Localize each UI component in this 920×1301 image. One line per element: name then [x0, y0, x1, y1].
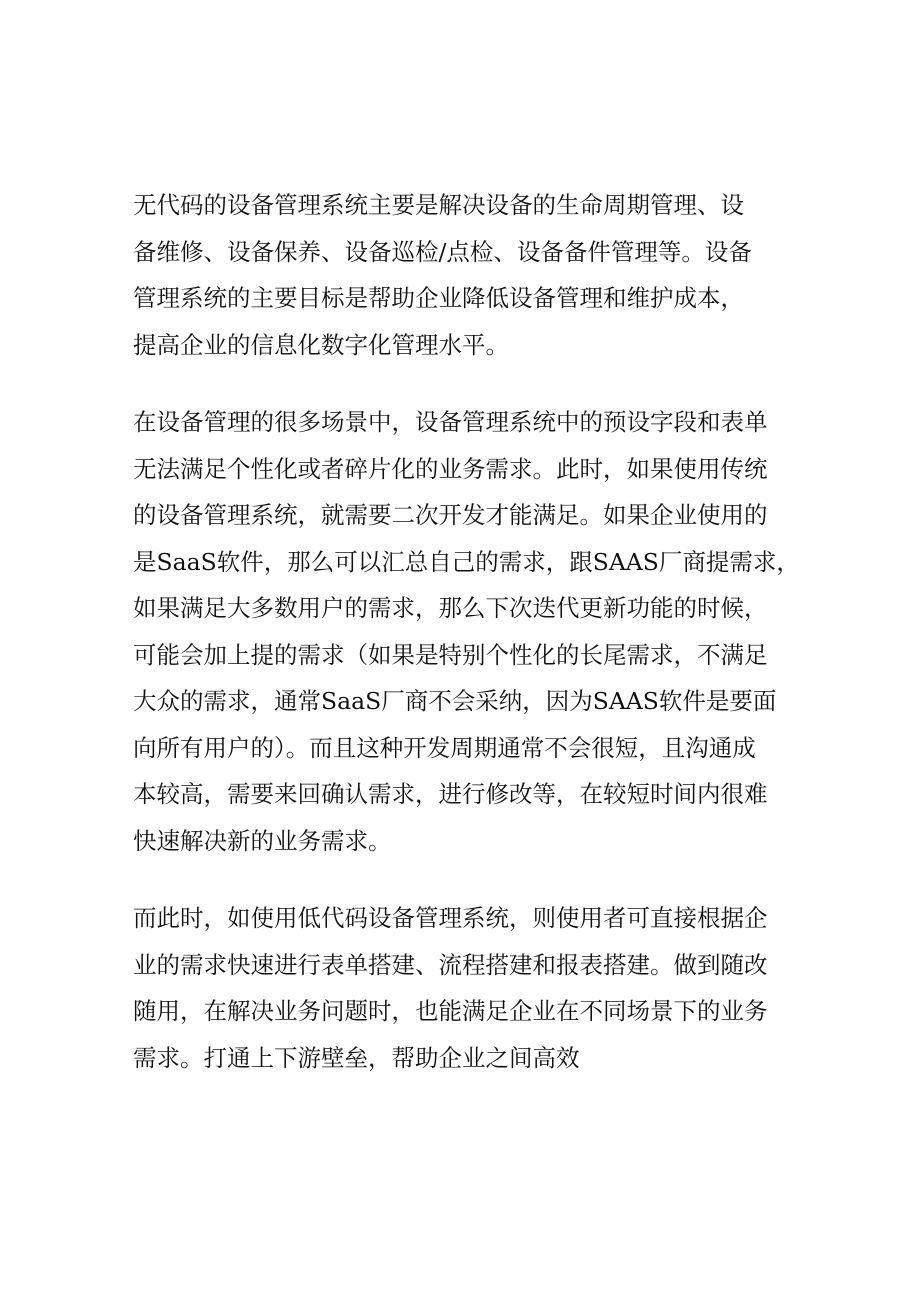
text-line: 在设备管理的很多场景中，设备管理系统中的预设字段和表单	[133, 408, 768, 436]
text-line: 可能会加上提的需求（如果是特别个性化的长尾需求，不满足	[133, 640, 768, 669]
text-line: 本较高，需要来回确认需求，进行修改等，在较短时间内很难	[133, 780, 768, 808]
text-line: 无法满足个性化或者碎片化的业务需求。此时，如果使用传统	[133, 454, 768, 483]
text-line: 提高企业的信息化数字化管理水平。	[133, 330, 509, 359]
paragraph-1	[133, 182, 801, 368]
text-line: 的设备管理系统，就需要二次开发才能满足。如果企业使用的	[133, 501, 768, 529]
paragraph-2	[133, 399, 801, 864]
document-body	[133, 182, 801, 1112]
text-line: 需求。打通上下游壁垒，帮助企业之间高效	[133, 1043, 580, 1072]
text-line: 大众的需求，通常SaaS厂商不会采纳，因为SAAS软件是要面	[133, 687, 777, 715]
text-line: 备维修、设备保养、设备巡检/点检、设备备件管理等。设备	[133, 237, 752, 266]
text-line: 向所有用户的）。而且这种开发周期通常不会很短，且沟通成	[133, 733, 756, 762]
text-line: 无代码的设备管理系统主要是解决设备的生命周期管理、设	[133, 191, 744, 219]
text-line: 快速解决新的业务需求。	[133, 826, 392, 855]
text-line: 如果满足大多数用户的需求，那么下次迭代更新功能的时候，	[133, 594, 768, 622]
text-line: 业的需求快速进行表单搭建、流程搭建和报表搭建。做到随改	[133, 950, 768, 979]
text-line: 随用，在解决业务问题时，也能满足企业在不同场景下的业务	[133, 997, 768, 1025]
text-line: 而此时，如使用低代码设备管理系统，则使用者可直接根据企	[133, 904, 768, 932]
paragraph-3	[133, 895, 801, 1081]
text-line: 是SaaS软件，那么可以汇总自己的需求，跟SAAS厂商提需求，	[133, 547, 800, 576]
text-line: 管理系统的主要目标是帮助企业降低设备管理和维护成本，	[133, 284, 744, 312]
